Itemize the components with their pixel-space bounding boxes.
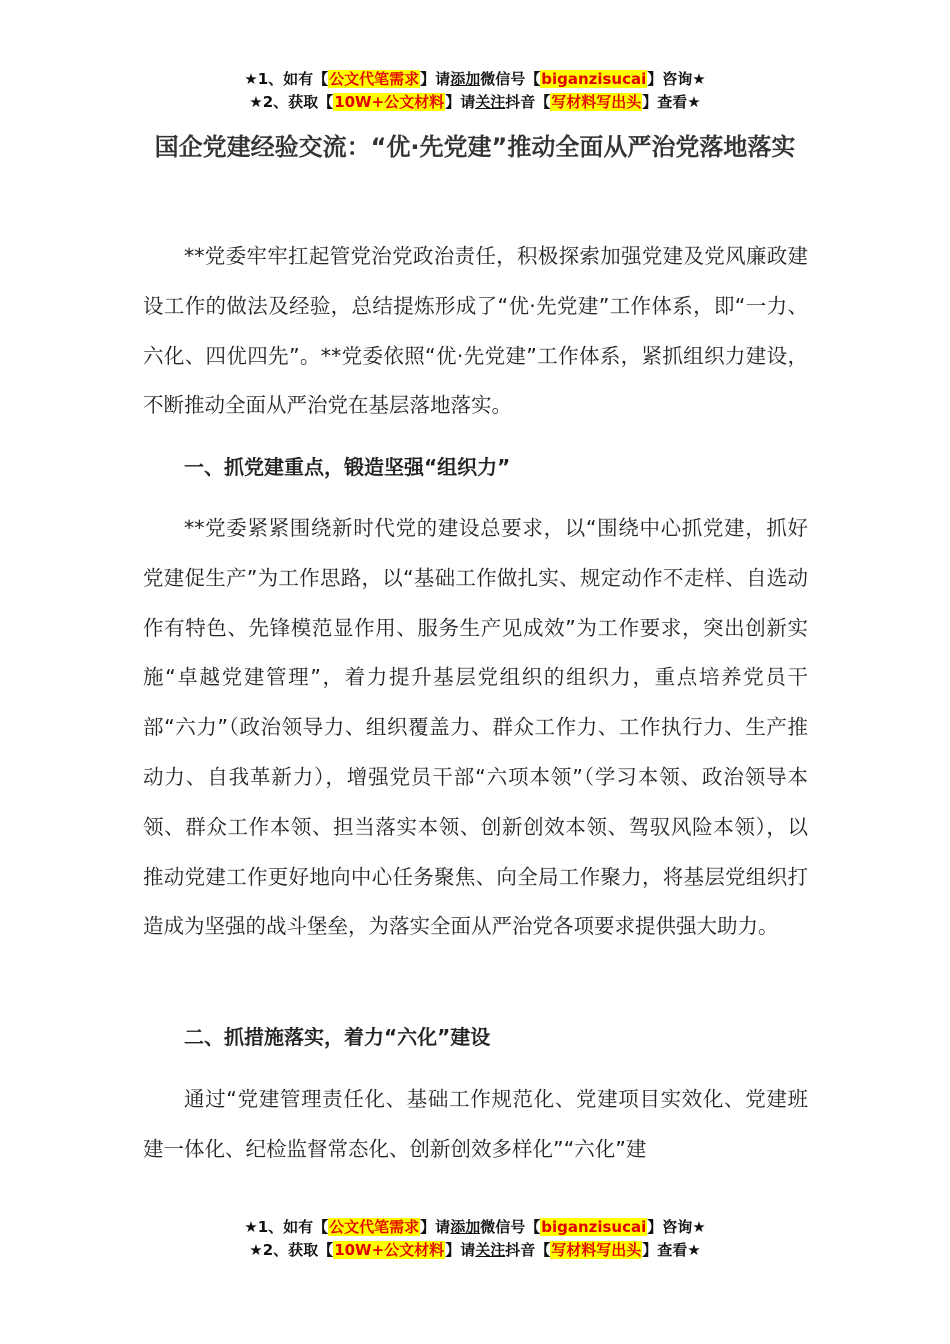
banner-text: 抖音【 xyxy=(505,1241,551,1259)
banner-highlight: 公文代笔需求 xyxy=(329,70,420,88)
banner-text: 】请 xyxy=(420,70,451,88)
banner-line-2 xyxy=(0,1239,950,1262)
section-1-paragraph: **党委紧紧围绕新时代党的建设总要求，以“围绕中心抓党建，抓好党建促生产”为工作思路，以“基础工作做扎实、规定动作不走样、自选动作有特色、先锋模范显作用、服务生产见成效”为工作要求，突出创新实施“卓越党建管理”，着力提升基层党组织的组织力，重点培养党员干部“六力”（政治领导力、组织覆盖力、群众工作力、工作执行力、生产推动力、自我革新力），增强党员干部“六项本领”（学习本领、政治领导本领、群众工作本领、担当落实本领、创新创效本领、驾驭风险本领），以推动党建工作更好地向中心任务聚焦、向全局工作聚力，将基层党组织打造成为坚强的战斗堡垒，为落实全面从严治党各项要求提供强大助力。 xyxy=(143,516,808,939)
banner-text: 】请 xyxy=(445,1241,476,1259)
section-1-heading: 一、抓党建重点，锻造坚强“组织力” xyxy=(184,455,511,479)
top-banner xyxy=(0,68,950,114)
banner-text: 】咨询★ xyxy=(647,1218,706,1236)
banner-text: ★1、如有【 xyxy=(244,70,329,88)
banner-text: 】查看★ xyxy=(642,1241,701,1259)
banner-highlight: biganzisucai xyxy=(541,1218,647,1236)
banner-highlight: 写材料写出头 xyxy=(551,1241,642,1259)
banner-highlight: 10W+公文材料 xyxy=(334,1241,445,1259)
banner-text: 】咨询★ xyxy=(647,70,706,88)
banner-text: 】查看★ xyxy=(642,93,701,111)
banner-highlight: 10W+公文材料 xyxy=(334,93,445,111)
banner-text: 微信号【 xyxy=(480,1218,541,1236)
bottom-banner xyxy=(0,1216,950,1262)
banner-text: ★2、获取【 xyxy=(249,1241,334,1259)
banner-text: ★2、获取【 xyxy=(249,93,334,111)
banner-highlight: biganzisucai xyxy=(541,70,647,88)
document-title: 国企党建经验交流：“优·先党建”推动全面从严治党落地落实 xyxy=(154,133,796,161)
banner-highlight: 写材料写出头 xyxy=(551,93,642,111)
banner-highlight: 公文代笔需求 xyxy=(329,1218,420,1236)
banner-text: 】请 xyxy=(420,1218,451,1236)
banner-text: 微信号【 xyxy=(480,70,541,88)
banner-text: ★1、如有【 xyxy=(244,1218,329,1236)
banner-line-2 xyxy=(0,91,950,114)
banner-underline: 添加 xyxy=(450,70,481,88)
intro-paragraph: **党委牢牢扛起管党治党政治责任，积极探索加强党建及党风廉政建设工作的做法及经验，总结提炼形成了“优·先党建”工作体系，即“一力、六化、四优四先”。**党委依照“优·先党建”工作体系，紧抓组织力建设，不断推动全面从严治党在基层落地落实。 xyxy=(143,244,808,418)
banner-text: 抖音【 xyxy=(505,93,551,111)
section-2-heading: 二、抓措施落实，着力“六化”建设 xyxy=(184,1025,491,1049)
banner-underline: 关注 xyxy=(475,93,506,111)
banner-line-1 xyxy=(0,1216,950,1239)
section-2-paragraph: 通过“党建管理责任化、基础工作规范化、党建项目实效化、党建班建一体化、纪检监督常态化、创新创效多样化”“六化”建 xyxy=(143,1087,808,1161)
banner-underline: 添加 xyxy=(450,1218,481,1236)
banner-line-1 xyxy=(0,68,950,91)
banner-text: 】请 xyxy=(445,93,476,111)
banner-underline: 关注 xyxy=(475,1241,506,1259)
